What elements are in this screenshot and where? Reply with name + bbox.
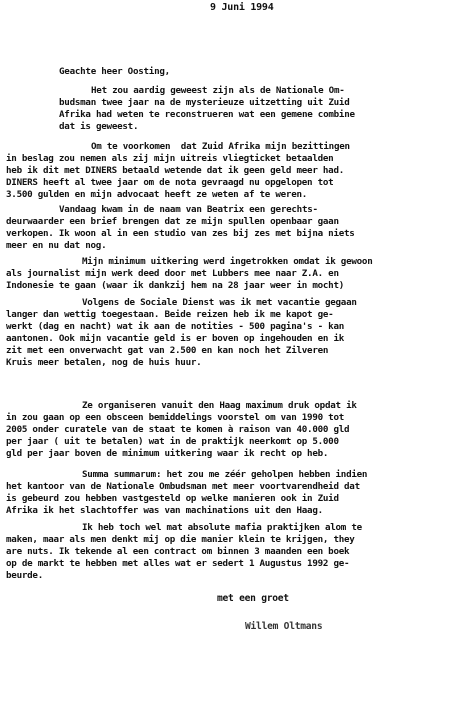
text-line: beurde. (6, 570, 43, 581)
text-line: DINERS heeft al twee jaar om de nota gevraagd nu opgelopen tot (6, 177, 334, 188)
text-line: are nuts. Ik tekende al een contract om binnen 3 maanden een boek (6, 546, 350, 557)
text-line: als journalist mijn werk deed door met Lubbers mee naar Z.A. en (6, 268, 339, 279)
text-line: Het zou aardig geweest zijn als de Nationale Om- (91, 85, 345, 96)
text-line: maken, maar als men denkt mij op die manier klein te krijgen, they (6, 534, 355, 545)
text-line: Afrika ik het slachtoffer was van machinations uit den Haag. (6, 505, 323, 516)
text-line: Vandaag kwam in de naam van Beatrix een gerechts- (59, 204, 318, 215)
text-line: op de markt te hebben met alles wat er sedert 1 Augustus 1992 ge- (6, 558, 350, 569)
text-line: verkopen. Ik woon al in een studio van zes bij zes met bijna niets (6, 228, 355, 239)
text-line: Ze organiseren vanuit den Haag maximum druk opdat ik (82, 400, 357, 411)
text-line: 3.500 gulden en mijn advocaat heeft ze weten af te weren. (6, 189, 308, 200)
text-line: Ik heb toch wel mat absolute mafia praktijken alom te (82, 522, 362, 533)
text-line: 2005 onder curatele van de staat te komen à raison van 40.000 gld (6, 424, 350, 435)
text-line: Kruis meer betalen, nog de huis huur. (6, 357, 202, 368)
text-line: deurwaarder een brief brengen dat ze mijn spullen openbaar gaan (6, 216, 339, 227)
text-line: heb ik dit met DINERS betaald wetende dat ik geen geld meer had. (6, 165, 345, 176)
text-line: Indonesie te gaan (waar ik dankzij hem na 28 jaar weer in mocht) (6, 280, 345, 291)
text-line: Afrika had weten te reconstrueren wat een gemene combine (59, 109, 355, 120)
text-line: zit met een onverwacht gat van 2.500 en kan noch het Zilveren (6, 345, 329, 356)
text-line: Om te voorkomen dat Zuid Afrika mijn bezittingen (91, 141, 350, 152)
text-line: gld per jaar boven de minimum uitkering waar ik recht op heb. (6, 448, 329, 459)
text-line: dat is geweest. (59, 121, 139, 132)
text-line: Mijn minimum uitkering werd ingetrokken omdat ik gewoon (82, 256, 373, 267)
text-line: meer en nu dat nog. (6, 240, 107, 251)
text-line: Volgens de Sociale Dienst was ik met vacantie gegaan (82, 297, 357, 308)
text-line: in zou gaan op een obsceen bemiddelings voorstel om van 1990 tot (6, 412, 345, 423)
text-line: het kantoor van de Nationale Ombudsman met meer voortvarendheid dat (6, 481, 360, 492)
text-line: Summa summarum: het zou me zéér geholpen hebben indien (82, 469, 368, 480)
text-line: budsman twee jaar na de mysterieuze uitzetting uit Zuid (59, 97, 350, 108)
salutation: Geachte heer Oosting, (59, 66, 170, 77)
text-line: langer dan wettig toegestaan. Beide reizen heb ik me kapot ge- (6, 309, 334, 320)
text-line: is gebeurd zou hebben vastgesteld op welke manieren ook in Zuid (6, 493, 339, 504)
letter-date: 9 Juni 1994 (210, 2, 274, 13)
text-line: werkt (dag en nacht) wat ik aan de notities - 500 pagina's - kan (6, 321, 345, 332)
text-line: per jaar ( uit te betalen) wat in de praktijk neerkomt op 5.000 (6, 436, 339, 447)
closing: met een groet (217, 593, 289, 604)
text-line: aantonen. Ook mijn vacantie geld is er boven op ingehouden en ik (6, 333, 345, 344)
text-line: in beslag zou nemen als zij mijn uitreis vliegticket betaalden (6, 153, 334, 164)
signature: Willem Oltmans (245, 621, 323, 632)
